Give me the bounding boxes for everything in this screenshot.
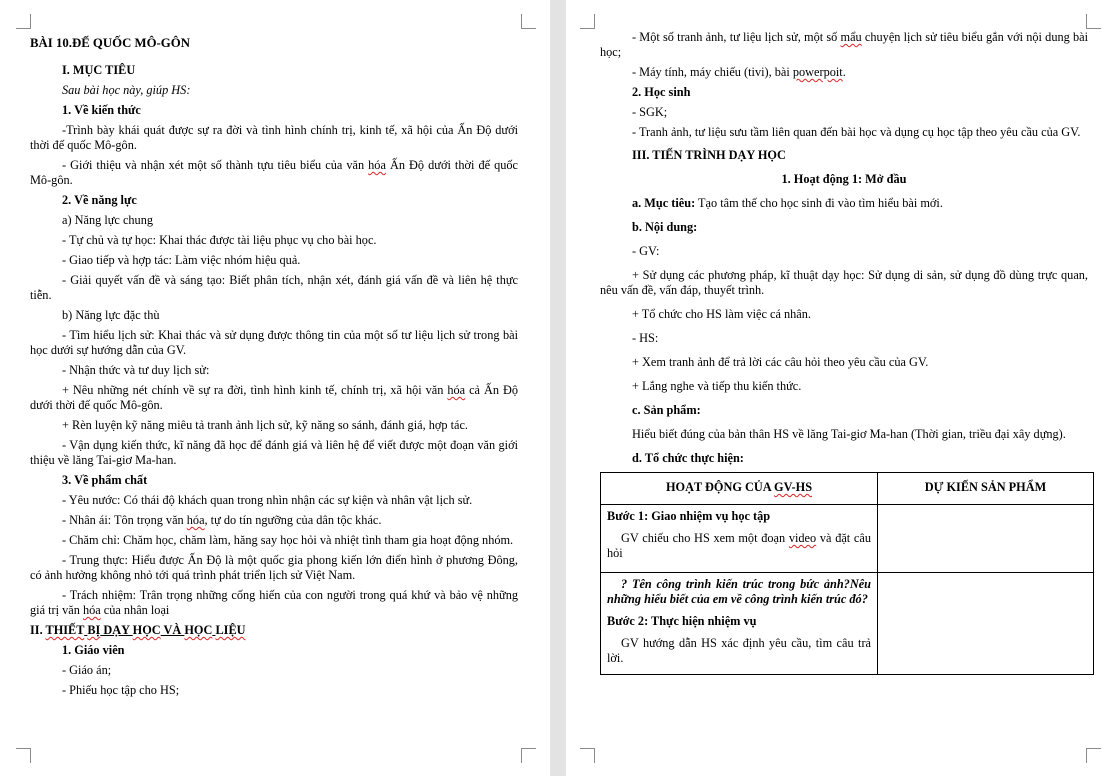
margin-corner-mark xyxy=(1086,14,1101,29)
table-cell-product-2[interactable] xyxy=(878,573,1094,675)
heading-teacher[interactable]: 1. Giáo viên xyxy=(62,643,125,657)
content-item-1[interactable]: + Sử dụng các phương pháp, kĩ thuật dạy học: Sử dụng di sản, sử dụng đồ dùng trực quan, nêu vấn đề, vấn đáp, thuyết trình. xyxy=(600,268,1088,297)
teacher-item-4[interactable] xyxy=(600,65,1088,80)
competence-item-3[interactable]: - Giải quyết vấn đề và sáng tạo: Biết phân tích, nhận xét, đánh giá vấn đề và liên hệ thực tiễn. xyxy=(30,273,518,302)
spelling-flag[interactable]: BỊ xyxy=(87,623,101,637)
content-item-3[interactable]: + Xem tranh ảnh để trả lời các câu hỏi theo yêu cầu của GV. xyxy=(632,355,929,369)
content-item-2[interactable]: + Tổ chức cho HS làm việc cá nhân. xyxy=(632,307,811,321)
table-cell-step-1[interactable] xyxy=(601,505,878,573)
spelling-flag[interactable]: powerpoit xyxy=(792,65,843,79)
text-run: - Một số tranh ảnh, tư liệu lịch sử, một số xyxy=(632,30,841,44)
student-item-1[interactable]: - SGK; xyxy=(632,105,668,119)
spelling-flag[interactable]: hóa xyxy=(447,383,466,397)
competence-item-2[interactable]: - Giao tiếp và hợp tác: Làm việc nhóm hiệu quả. xyxy=(62,253,301,267)
knowledge-item-1[interactable]: -Trình bày khái quát được sự ra đời và tình hình chính trị, kinh tế, xã hội của Ấn Độ dưới thời đế quốc Mô-gôn. xyxy=(30,123,518,152)
student-item-2[interactable]: - Tranh ảnh, tư liệu sưu tầm liên quan đến bài học và dụng cụ học tập theo yêu cầu của GV. xyxy=(632,125,1081,139)
spelling-flag[interactable]: HỌC xyxy=(184,623,213,637)
text-run: DẠY xyxy=(100,623,133,637)
heading-students[interactable]: 2. Học sinh xyxy=(632,85,691,99)
lesson-title[interactable]: BÀI 10.ĐẾ QUỐC MÔ-GÔN xyxy=(30,36,190,50)
text-run: - Giới thiệu và nhận xét một số thành tựu tiêu biểu của văn xyxy=(62,158,369,172)
text-run: VÀ xyxy=(160,623,185,637)
heading-activity-1[interactable]: 1. Hoạt động 1: Mở đầu xyxy=(781,172,907,186)
heading-competence[interactable]: 2. Về năng lực xyxy=(62,193,137,207)
spelling-flag[interactable]: hóa xyxy=(368,158,386,172)
quality-item-1[interactable]: - Yêu nước: Có thái độ khách quan trong nhìn nhận các sự kiện và nhân vật lịch sử. xyxy=(62,493,473,507)
text-run: Tạo tâm thế cho học sinh đi vào tìm hiểu bài mới. xyxy=(695,196,943,210)
quality-item-5[interactable] xyxy=(30,588,518,618)
label: a. Mục tiêu: xyxy=(632,196,696,210)
text-run: , tự do tín ngưỡng của dân tộc khác. xyxy=(204,513,382,527)
text-run: - Máy tính, máy chiếu (tivi), bài xyxy=(632,65,793,79)
activity-content-label[interactable]: b. Nội dung: xyxy=(632,220,698,234)
margin-corner-mark xyxy=(521,14,536,29)
knowledge-item-2[interactable] xyxy=(30,158,518,188)
question-text: ? Tên công trình kiến trúc trong bức ảnh?Nêu những hiểu biết của em về công trình kiến trúc đó? xyxy=(607,577,871,606)
spelling-flag[interactable]: mẩu xyxy=(840,30,862,44)
content-item-4[interactable]: + Lắng nghe và tiếp thu kiến thức. xyxy=(632,379,802,393)
organization-label[interactable]: d. Tổ chức thực hiện: xyxy=(632,451,744,465)
text-run: cả Ấn Độ dưới thời đế quốc Mô-gôn. xyxy=(30,383,518,412)
heading-equipment[interactable] xyxy=(30,623,518,638)
quality-item-4[interactable]: - Trung thực: Hiểu được Ấn Độ là một quốc gia phong kiến lớn điển hình ở phương Đông, có ảnh hưởng không nhỏ tới quá trình phát triển lịch sử Việt Nam. xyxy=(30,553,518,582)
step-2-text: GV hướng dẫn HS xác định yêu cầu, tìm câu trả lời. xyxy=(607,636,871,665)
specific-item-3[interactable] xyxy=(30,383,518,413)
product-text[interactable]: Hiểu biết đúng của bản thân HS về lăng Tai-giơ Ma-han (Thời gian, triều đại xây dựng). xyxy=(632,427,1066,441)
text-run: của nhân loại xyxy=(100,603,170,617)
margin-corner-mark xyxy=(521,748,536,763)
margin-corner-mark xyxy=(1086,748,1101,763)
text-run: + Nêu những nét chính về sự ra đời, tình hình kinh tế, chính trị, xã hội văn xyxy=(62,383,448,397)
teacher-item-1[interactable]: - Giáo án; xyxy=(62,663,112,677)
content-students[interactable]: - HS: xyxy=(632,331,659,345)
document-page-right xyxy=(566,0,1115,776)
competence-item-1[interactable]: - Tự chủ và tự học: Khai thác được tài liệu phục vụ cho bài học. xyxy=(62,233,377,247)
activity-table[interactable] xyxy=(600,472,1094,675)
page-right-body[interactable] xyxy=(600,30,1088,675)
text-run: HOẠT ĐỘNG CỦA xyxy=(665,480,775,494)
table-cell-product-1[interactable] xyxy=(878,505,1094,573)
text-run: . xyxy=(842,65,846,79)
text-run: Ấn Độ dưới thời đế quốc Mô-gôn. xyxy=(30,158,518,187)
step-2-title: Bước 2: Thực hiện nhiệm vụ xyxy=(607,614,757,628)
spelling-flag[interactable]: hóa xyxy=(186,513,205,527)
heading-objectives[interactable]: I. MỤC TIÊU xyxy=(62,63,136,77)
quality-item-2[interactable] xyxy=(30,513,518,528)
table-cell-step-1-question[interactable] xyxy=(601,573,878,675)
heading-qualities[interactable]: 3. Về phẩm chất xyxy=(62,473,148,487)
content-teacher[interactable]: - GV: xyxy=(632,244,660,258)
activity-objective[interactable] xyxy=(600,196,1088,211)
specific-item-4[interactable]: + Rèn luyện kỹ năng miêu tả tranh ảnh lịch sử, kỹ năng so sánh, đánh giá, hợp tác. xyxy=(62,418,469,432)
page-left-body[interactable] xyxy=(30,36,518,703)
spelling-flag[interactable]: GV-HS xyxy=(774,480,813,494)
spelling-flag[interactable]: hóa xyxy=(82,603,101,617)
teacher-item-2[interactable]: - Phiếu học tập cho HS; xyxy=(62,683,180,697)
specific-item-5[interactable]: - Vận dụng kiến thức, kĩ năng đã học để đánh giá và liên hệ để viết được một đoạn văn giới thiệu về lăng Tai-giơ Ma-han. xyxy=(30,438,518,467)
heading-knowledge[interactable]: 1. Về kiến thức xyxy=(62,103,141,117)
text-run: chuyện lịch sử tiêu biểu gắn với nội dung bài học; xyxy=(600,30,1088,59)
margin-corner-mark xyxy=(580,14,595,29)
margin-corner-mark xyxy=(580,748,595,763)
spelling-flag[interactable]: THIẾT xyxy=(45,623,85,637)
specific-item-1[interactable]: - Tìm hiểu lịch sử: Khai thác và sử dụng được thông tin của một số tư liệu lịch sử trong bài học dưới sự hướng dẫn của GV. xyxy=(30,328,518,357)
step-1-text xyxy=(607,531,871,561)
document-page-left xyxy=(0,0,550,776)
competence-specific[interactable]: b) Năng lực đặc thù xyxy=(62,308,160,322)
competence-general[interactable]: a) Năng lực chung xyxy=(62,213,154,227)
margin-corner-mark xyxy=(16,14,31,29)
table-header-activity[interactable] xyxy=(601,473,878,505)
text-run: và đặt câu hỏi xyxy=(607,531,872,560)
spelling-flag[interactable]: LIỆU xyxy=(215,623,246,637)
step-1-title: Bước 1: Giao nhiệm vụ học tập xyxy=(607,509,771,523)
product-label[interactable]: c. Sản phẩm: xyxy=(632,403,701,417)
text-run: - Trách nhiệm: Trân trọng những cống hiến của con người trong quá khứ và bảo vệ những giá trị văn xyxy=(30,588,518,617)
table-header-row xyxy=(601,473,1094,505)
table-row xyxy=(601,505,1094,573)
margin-corner-mark xyxy=(16,748,31,763)
spelling-flag[interactable]: video xyxy=(788,531,817,545)
objectives-intro[interactable]: Sau bài học này, giúp HS: xyxy=(62,83,191,97)
heading-process[interactable]: III. TIẾN TRÌNH DẠY HỌC xyxy=(632,148,786,162)
teacher-item-3[interactable] xyxy=(600,30,1088,60)
table-header-product[interactable]: DỰ KIẾN SẢN PHẨM xyxy=(878,473,1094,505)
text-run: II. xyxy=(30,623,46,637)
specific-item-2[interactable]: - Nhận thức và tư duy lịch sử: xyxy=(62,363,210,377)
table-row xyxy=(601,573,1094,675)
text-run: GV chiếu cho HS xem một đoạn xyxy=(621,531,789,545)
text-run: - Nhân ái: Tôn trọng văn xyxy=(62,513,187,527)
quality-item-3[interactable]: - Chăm chỉ: Chăm học, chăm làm, hăng say học hỏi và nhiệt tình tham gia hoạt động nhóm. xyxy=(62,533,514,547)
spelling-flag[interactable]: HỌC xyxy=(132,623,161,637)
